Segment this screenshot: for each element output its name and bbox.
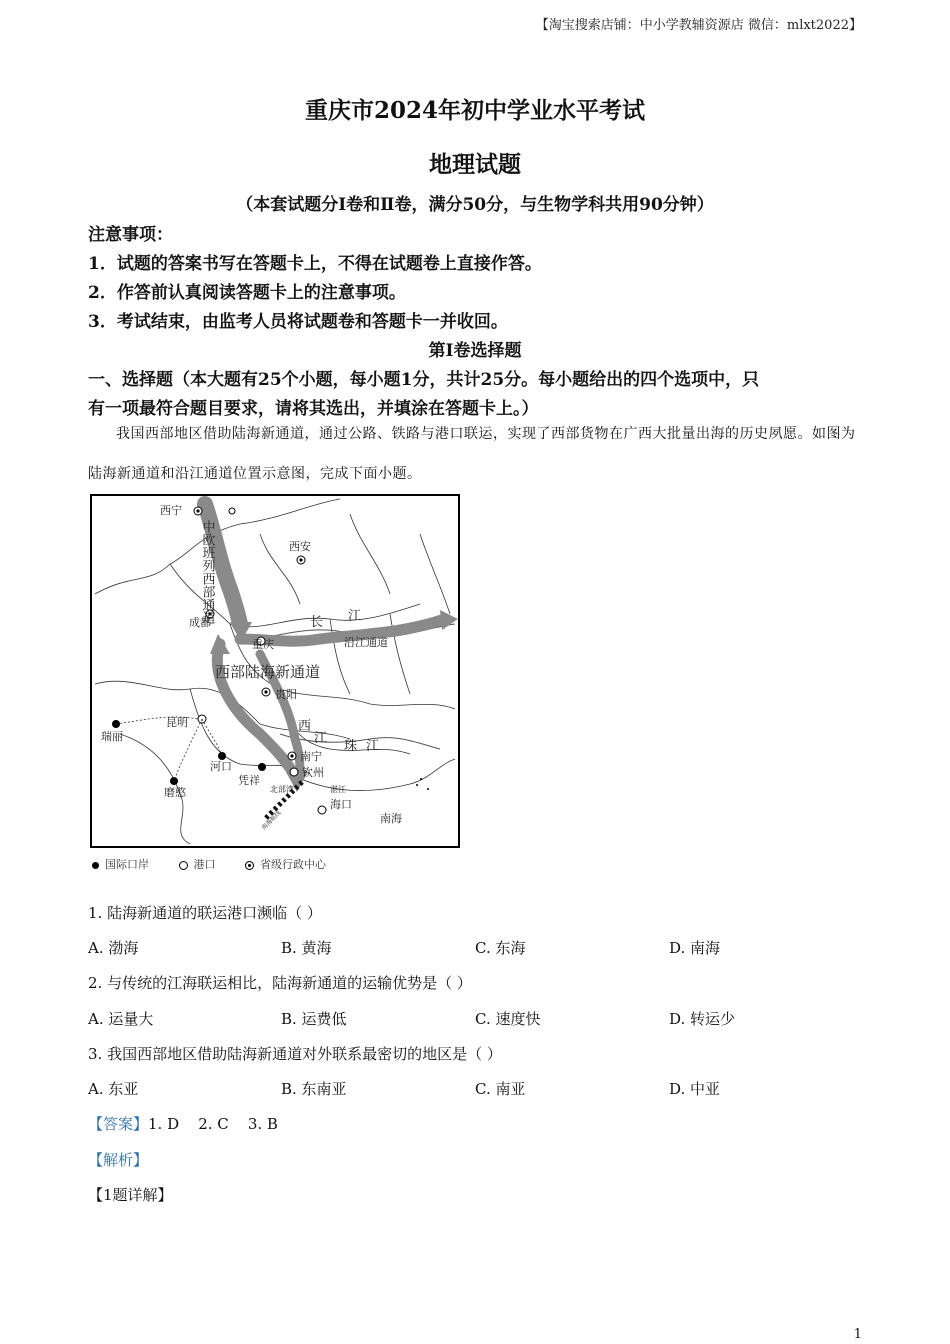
map-label: 贵阳 [275, 689, 297, 701]
map-label: 江 [348, 608, 362, 623]
map-label: 沿江通道 [344, 637, 388, 649]
legend-label: 港口 [193, 858, 216, 871]
map-label: 中欧班列西部通道 [200, 520, 216, 624]
option: A. 渤海 [88, 939, 139, 957]
option: A. 东亚 [88, 1080, 139, 1098]
answer-text: 1. D 2. C 3. B [148, 1115, 278, 1133]
map-label: 凭祥 [238, 775, 260, 787]
option: C. 东海 [475, 939, 526, 957]
map-label: 西安 [289, 541, 311, 553]
option: A. 运量大 [88, 1010, 154, 1028]
question-stem: 2. 与传统的江海联运相比，陆海新通道的运输优势是（ ） [88, 974, 472, 992]
map-label: 瑞丽 [101, 731, 123, 743]
map-label: 江 [314, 730, 328, 745]
legend-label: 国际口岸 [105, 858, 149, 871]
notice-item: 2．作答前认真阅读答题卡上的注意事项。 [88, 283, 406, 303]
part-one-line2: 有一项最符合题目要求，请将其选出，并填涂在答题卡上。） [88, 399, 539, 419]
map-figure [90, 494, 462, 848]
section-title: 第Ⅰ卷选择题 [428, 341, 522, 361]
option: B. 东南亚 [281, 1080, 347, 1098]
answer-tag: 【答案】 [88, 1115, 149, 1133]
map-label: 重庆 [252, 639, 274, 651]
option: D. 中亚 [669, 1080, 721, 1098]
capital-icon [245, 861, 254, 870]
map-label: 江 [366, 738, 380, 753]
port-icon [179, 861, 188, 870]
map-label: 海口 [330, 799, 352, 811]
map-label: 南海 [380, 813, 402, 825]
page-number: 1 [853, 1327, 862, 1342]
option: C. 速度快 [475, 1010, 541, 1028]
map-legend [92, 856, 326, 872]
map-label: 磨憨 [164, 787, 186, 799]
map-label: 成都 [189, 617, 211, 629]
option: D. 南海 [669, 939, 721, 957]
intro-paragraph: 我国西部地区借助陆海新通道，通过公路、铁路与港口联运，实现了西部货物在广西大批量出海的历史夙愿。如图为陆海新通道和沿江通道位置示意图，完成下面小题。 [88, 426, 856, 482]
map-label: 西宁 [160, 505, 182, 517]
map-label: 西 [298, 718, 312, 733]
map-label: 河口 [210, 761, 232, 773]
answer-line [88, 1113, 278, 1134]
map-label: 珠 [344, 738, 358, 753]
map-label: 昆明 [166, 717, 188, 729]
notice-item: 1．试题的答案书写在答题卡上，不得在试题卷上直接作答。 [88, 254, 542, 274]
detail-tag: 【1题详解】 [88, 1186, 173, 1204]
notice-heading: 注意事项： [88, 225, 173, 245]
intl-port-icon [92, 862, 99, 869]
map-label: 南宁 [300, 751, 322, 763]
map-label: 西部陆海新通道 [215, 664, 321, 681]
map-label: 钦州 [302, 767, 324, 779]
question-stem: 3. 我国西部地区借助陆海新通道对外联系最密切的地区是（ ） [88, 1045, 502, 1063]
notice-item: 3．考试结束，由监考人员将试题卷和答题卡一并收回。 [88, 312, 508, 332]
header-note: 【淘宝搜索店铺：中小学教辅资源店 微信：mlxt2022】 [535, 18, 862, 33]
question-stem: 1. 陆海新通道的联运港口濒临（ ） [88, 904, 322, 922]
option: C. 南亚 [475, 1080, 526, 1098]
exam-info: （本套试题分Ⅰ卷和Ⅱ卷，满分50分，与生物学科共用90分钟） [236, 195, 714, 215]
legend-label: 省级行政中心 [260, 858, 326, 871]
page-title: 重庆市2024年初中学业水平考试 [304, 97, 645, 124]
map-label: 湛江 [330, 785, 346, 794]
option: B. 运费低 [281, 1010, 347, 1028]
page-subtitle: 地理试题 [429, 151, 521, 178]
analysis-tag: 【解析】 [88, 1151, 149, 1169]
map-label: 长 [310, 614, 324, 629]
map-label: 北部湾 [270, 785, 294, 794]
option: D. 转运少 [669, 1010, 736, 1028]
part-one-line1: 一、选择题（本大题有25个小题，每小题1分，共计25分。每小题给出的四个选项中，只 [88, 370, 760, 390]
map-label: 南海航线 [261, 810, 283, 832]
option: B. 黄海 [281, 939, 332, 957]
